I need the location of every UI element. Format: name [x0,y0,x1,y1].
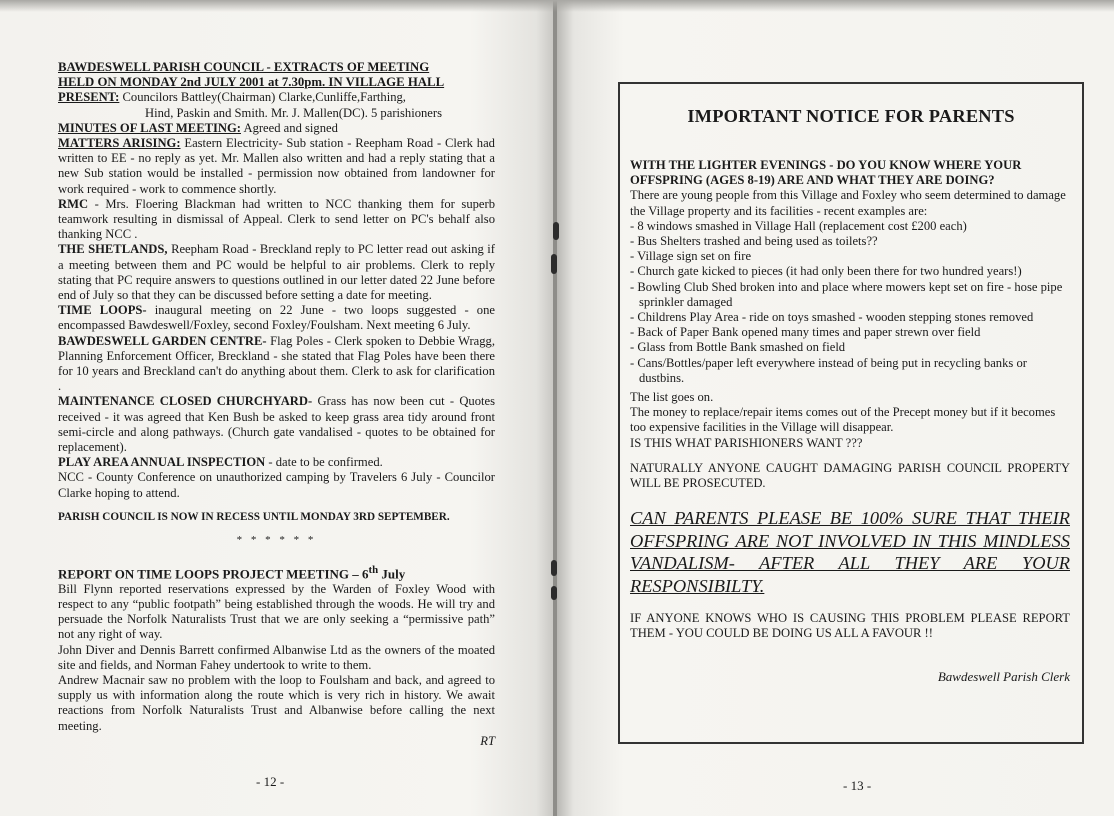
present-label: PRESENT: [58,90,120,105]
report-title [58,563,495,582]
report-paragraph-1: Bill Flynn reported reservations expressed by the Warden of Foxley Wood with respect to any “public footpath” being established through the woods. He will try and persuade the Norfolk Naturalists Trust that we are only seeking a “permissive path” not any right of way. [58,581,495,642]
report-title-suffix: th [368,564,379,577]
shetlands-label: THE SHETLANDS, [58,242,168,257]
notice-lead: WITH THE LIGHTER EVENINGS - DO YOU KNOW WHERE YOUR OFFSPRING (AGES 8-19) ARE AND WHAT THEY ARE DOING? [630,158,1022,188]
recess-notice: PARISH COUNCIL IS NOW IN RECESS UNTIL MONDAY 3RD SEPTEMBER. [58,510,450,523]
notice-body [630,158,1070,684]
report-request: IF ANYONE KNOWS WHO IS CAUSING THIS PROBLEM PLEASE REPORT THEM - YOU COULD BE DOING US ALL A FAVOUR !! [630,611,1070,641]
ncc-conference-text: NCC - County Conference on unauthorized camping by Travelers 6 July - Councilor Clarke hoping to attend. [58,470,495,500]
parents-notice-box [618,82,1084,744]
clerk-signature: Bawdeswell Parish Clerk [937,668,1070,684]
churchyard-text: Grass has now been cut - Quotes received - it was agreed that Ken Bush be asked to keep grass area tidy around front semi-circle and along pathways. (Church gate vandalised - quotes to be obtained for replacement). [58,394,496,455]
notice-intro: There are young people from this Village and Foxley who seem determined to damage the Village property and its facilities - recent examples are: [630,188,1066,218]
time-loops-label: TIME LOOPS- [58,303,147,318]
garden-centre-text: Flag Poles - Clerk spoken to Debbie Wragg, Planning Enforcement Officer, Breckland - she stated that Flag Poles have been there for 10 years and Breckland can't do anything about them. Clerk to ask for clarification . [58,333,495,394]
report-title-month: July [378,566,406,582]
list-item: - Cans/Bottles/paper left everywhere instead of being put in recycling banks or dustbins. [630,355,1027,385]
list-item: - Bowling Club Shed broken into and place where mowers kept set on fire - hose pipe sprinkler damaged [630,279,1063,309]
minutes-text: Agreed and signed [243,120,338,135]
rmc-text: - Mrs. Floering Blackman had written to NCC thanking them for superb teamwork resulting in dismissal of Appeal. Clerk to send letter on PC's behalf also thanking NCC . [58,196,495,242]
section-separator: * * * * * * [236,534,317,547]
present-section [58,90,495,120]
list-item: - Village sign set on fire [630,249,752,264]
time-loops-section [58,303,495,333]
vandalism-list [630,219,1070,386]
notice-title: IMPORTANT NOTICE FOR PARENTS [687,106,1015,126]
list-item: - Childrens Play Area - ride on toys smashed - wooden stepping stones removed [630,310,1034,325]
binding-staple-mark [553,222,559,240]
garden-centre-section [58,334,495,395]
binding-staple-mark [551,254,557,274]
rmc-label: RMC [58,196,89,211]
churchyard-section [58,394,495,455]
precept-money-text: The money to replace/repair items comes out of the Precept money but if it becomes too expensive facilities in the Village will disappear. [630,405,1056,435]
shetlands-section [58,242,495,303]
list-item: - Glass from Bottle Bank smashed on field [630,340,846,355]
churchyard-label: MAINTENANCE CLOSED CHURCHYARD- [58,394,313,409]
page-number-left: - 12 - [256,774,285,789]
binding-staple-mark [551,560,557,576]
present-text-continued: Hind, Paskin and Smith. Mr. J. Mallen(DC). 5 parishioners [145,105,442,120]
report-paragraph-2: John Diver and Dennis Barrett confirmed Albanwise Ltd as the owners of the moated site and fields, and Norman Fahey undertook to write to them. [58,642,495,672]
garden-centre-label: BAWDESWELL GARDEN CENTRE- [58,333,267,348]
matters-arising-text: Eastern Electricity- Sub station - Reepham Road - Clerk had written to EE - no reply as yet. Mr. Mallen also written and had a reply stating that a new Sub station would be installed - permission now obtained from landowner for work required - work to commence shortly. [58,136,495,196]
time-loops-text: inaugural meeting on 22 June - two loops suggested - one encompassed Bawdeswell/Foxley, second Foxley/Foulsham. Next meeting 6 July. [58,303,495,333]
list-item: - Church gate kicked to pieces (it had only been there for two hundred years!) [630,264,1022,279]
present-text: Councilors Battley(Chairman) Clarke,Cunliffe,Farthing, [122,90,406,105]
play-area-label: PLAY AREA ANNUAL INSPECTION [58,455,266,470]
list-goes-on: The list goes on. [630,390,714,405]
list-item: - Back of Paper Bank opened many times and paper strewn over field [630,325,981,340]
rmc-section [58,197,495,243]
shetlands-text: Reepham Road - Breckland reply to PC letter read out asking if a meeting between them and PC would be helpful to air problems. Clerk to reply stating that PC require answers to questions outlined in our letter dated 22 June before end of July so that they can be discussed before setting a date for meeting. [58,242,495,303]
minutes-section [58,121,495,136]
report-title-main: REPORT ON TIME LOOPS PROJECT MEETING – 6 [58,566,369,582]
play-area-section [58,455,495,470]
extracts-title-line2: HELD ON MONDAY 2nd JULY 2001 at 7.30pm. IN VILLAGE HALL [58,75,445,90]
author-initials: RT [480,733,495,748]
play-area-text: - date to be confirmed. [268,455,383,470]
parents-warning: CAN PARENTS PLEASE BE 100% SURE THAT THEIR OFFSPRING ARE NOT INVOLVED IN THIS MINDLESS VANDALISM- AFTER ALL THEY ARE YOUR RESPONSIBILTY. [630,508,1070,596]
minutes-label: MINUTES OF LAST MEETING: [58,120,241,135]
extracts-title-line1: BAWDESWELL PARISH COUNCIL - EXTRACTS OF MEETING [58,60,430,74]
binding-staple-mark [551,586,557,600]
parishioners-question: IS THIS WHAT PARISHIONERS WANT ??? [630,435,863,450]
page-number-right: - 13 - [843,778,872,793]
top-shadow [0,0,1114,12]
matters-arising-section [58,136,495,197]
prosecution-warning: NATURALLY ANYONE CAUGHT DAMAGING PARISH COUNCIL PROPERTY WILL BE PROSECUTED. [630,460,1070,491]
matters-arising-label: MATTERS ARISING: [58,136,181,151]
list-item: - 8 windows smashed in Village Hall (replacement cost £200 each) [630,218,967,233]
list-item: - Bus Shelters trashed and being used as toilets?? [630,234,878,249]
report-paragraph-3: Andrew Macnair saw no problem with the loop to Foulsham and back, and agreed to supply us with information along the route which is very rich in history. We await reactions from Norfolk Naturalists Trust and Albanwise before calling the next meeting. [58,673,495,733]
meeting-extracts [58,60,495,749]
